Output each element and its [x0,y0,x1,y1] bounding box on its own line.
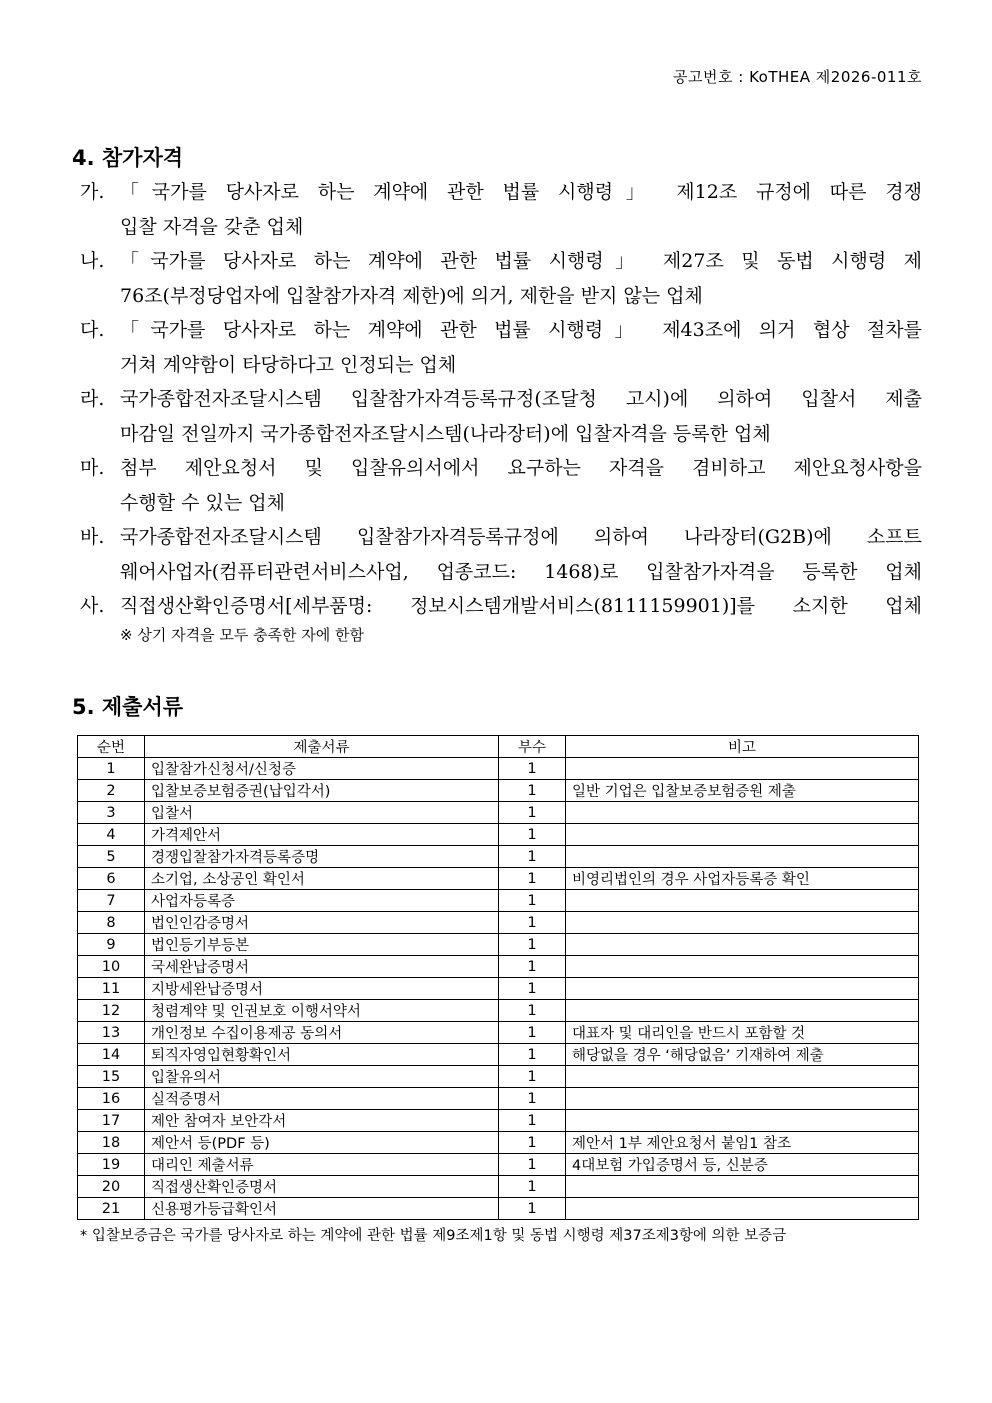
cell-no: 11 [78,978,145,1000]
cell-remarks [566,956,919,978]
cell-copies: 1 [499,1022,566,1044]
qualification-marker: 라. [80,388,105,410]
qualification-item [80,520,922,555]
qualification-text: 마감일 전일까지 국가종합전자조달시스템(나라장터)에 입찰자격을 등록한 업체 [120,422,771,445]
cell-copies: 1 [499,1000,566,1022]
cell-no: 19 [78,1154,145,1176]
qualification-text: 「국가를 당사자로 하는 계약에 관한 법률 시행령」 제43조에 의거 협상 절차를 [120,319,922,341]
cell-remarks [566,1088,919,1110]
cell-no: 10 [78,956,145,978]
cell-copies: 1 [499,890,566,912]
table-row [78,824,919,846]
cell-no: 21 [78,1198,145,1220]
qualification-item-continued [80,417,922,452]
cell-copies: 1 [499,1066,566,1088]
table-row [78,780,919,802]
cell-no: 6 [78,868,145,890]
notice-number: 공고번호 : KoTHEA 제2026-011호 [673,68,922,86]
cell-copies: 1 [499,802,566,824]
qualification-text: 「국가를 당사자로 하는 계약에 관한 법률 시행령」 제12조 규정에 따른 경쟁 [120,181,922,203]
cell-copies: 1 [499,1154,566,1176]
qualification-item-continued [80,279,922,314]
cell-copies: 1 [499,1088,566,1110]
cell-remarks [566,846,919,868]
qualification-item [80,451,922,486]
table-row [78,1154,919,1176]
cell-remarks: 4대보험 가입증명서 등, 신분증 [566,1154,919,1176]
qualification-item [80,175,922,210]
table-row [78,758,919,780]
cell-remarks: 제안서 1부 제안요청서 붙임1 참조 [566,1132,919,1154]
table-row [78,802,919,824]
table-row [78,868,919,890]
cell-document: 지방세완납증명서 [145,978,499,1000]
qualification-text: 거쳐 계약함이 타당하다고 인정되는 업체 [120,353,457,376]
documents-table [77,735,919,1220]
cell-copies: 1 [499,846,566,868]
qualification-list [80,175,922,646]
cell-document: 실적증명서 [145,1088,499,1110]
qualification-text: 웨어사업자(컴퓨터관련서비스사업, 업종코드: 1468)로 입찰참가자격을 등록한 업체 [120,560,922,583]
qualification-text: 입찰 자격을 갖춘 업체 [120,215,304,238]
table-row [78,846,919,868]
cell-document: 경쟁입찰참가자격등록증명 [145,846,499,868]
cell-copies: 1 [499,824,566,846]
section-4-title: 4. 참가자격 [72,146,184,170]
cell-remarks: 대표자 및 대리인을 반드시 포함할 것 [566,1022,919,1044]
table-row [78,1132,919,1154]
cell-remarks [566,1198,919,1220]
cell-remarks [566,978,919,1000]
cell-document: 제안서 등(PDF 등) [145,1132,499,1154]
qualification-text: 직접생산확인증명서[세부품명: 정보시스템개발서비스(8111159901)]를 소지한 업체 [120,595,922,617]
cell-copies: 1 [499,780,566,802]
table-row [78,912,919,934]
cell-no: 3 [78,802,145,824]
table-row [78,1022,919,1044]
cell-document: 직접생산확인증명서 [145,1176,499,1198]
cell-document: 국세완납증명서 [145,956,499,978]
cell-copies: 1 [499,978,566,1000]
qualification-text: 76조(부정당업자에 입찰참가자격 제한)에 의거, 제한을 받지 않는 업체 [120,284,703,307]
cell-no: 13 [78,1022,145,1044]
footnote: * 입찰보증금은 국가를 당사자로 하는 계약에 관한 법률 제9조제1항 및 동법 시행령 제37조제3항에 의한 보증금 [80,1228,787,1244]
cell-copies: 1 [499,1176,566,1198]
qualification-marker: 사. [80,595,105,617]
cell-document: 청렴계약 및 인권보호 이행서약서 [145,1000,499,1022]
table-row [78,1088,919,1110]
cell-no: 9 [78,934,145,956]
cell-remarks [566,934,919,956]
cell-copies: 1 [499,758,566,780]
cell-copies: 1 [499,934,566,956]
table-header-row [78,736,919,758]
cell-no: 5 [78,846,145,868]
qualification-text: 국가종합전자조달시스템 입찰참가자격등록규정에 의하여 나라장터(G2B)에 소프트 [120,526,922,548]
qualification-item [80,244,922,279]
cell-no: 2 [78,780,145,802]
section-5-title: 5. 제출서류 [72,695,184,719]
table-row [78,1000,919,1022]
table-row [78,1198,919,1220]
cell-document: 입찰보증보험증권(납입각서) [145,780,499,802]
cell-no: 14 [78,1044,145,1066]
qualification-text: 「국가를 당사자로 하는 계약에 관한 법률 시행령」 제27조 및 동법 시행령 제 [120,250,922,272]
cell-document: 법인인감증명서 [145,912,499,934]
table-row [78,1110,919,1132]
cell-remarks: 해당없을 경우 ‘해당없음’ 기재하여 제출 [566,1044,919,1066]
cell-no: 7 [78,890,145,912]
qualification-text: 첨부 제안요청서 및 입찰유의서에서 요구하는 자격을 겸비하고 제안요청사항을 [120,457,922,479]
cell-no: 20 [78,1176,145,1198]
cell-no: 18 [78,1132,145,1154]
cell-remarks [566,802,919,824]
cell-copies: 1 [499,912,566,934]
cell-remarks [566,824,919,846]
cell-document: 가격제안서 [145,824,499,846]
qualification-marker: 다. [80,319,105,341]
cell-remarks [566,758,919,780]
table-row [78,1066,919,1088]
column-header-document: 제출서류 [145,736,499,758]
cell-no: 16 [78,1088,145,1110]
cell-no: 8 [78,912,145,934]
qualification-text: 국가종합전자조달시스템 입찰참가자격등록규정(조달청 고시)에 의하여 입찰서 제출 [120,388,922,410]
qualification-note: ※ 상기 자격을 모두 충족한 자에 한함 [120,625,365,644]
table-row [78,956,919,978]
qualification-item-continued [80,555,922,590]
table-row [78,1176,919,1198]
qualification-text: 수행할 수 있는 업체 [120,491,285,514]
column-header-no: 순번 [78,736,145,758]
cell-document: 대리인 제출서류 [145,1154,499,1176]
qualification-marker: 나. [80,250,105,272]
cell-document: 소기업, 소상공인 확인서 [145,868,499,890]
cell-document: 퇴직자영입현황확인서 [145,1044,499,1066]
cell-copies: 1 [499,1132,566,1154]
cell-copies: 1 [499,1044,566,1066]
cell-document: 제안 참여자 보안각서 [145,1110,499,1132]
qualification-item [80,589,922,624]
cell-document: 사업자등록증 [145,890,499,912]
cell-remarks [566,912,919,934]
cell-copies: 1 [499,1110,566,1132]
table-row [78,978,919,1000]
cell-copies: 1 [499,1198,566,1220]
table-row [78,1044,919,1066]
cell-document: 법인등기부등본 [145,934,499,956]
qualification-marker: 바. [80,526,105,548]
cell-no: 12 [78,1000,145,1022]
qualification-item [80,382,922,417]
cell-no: 1 [78,758,145,780]
cell-remarks: 비영리법인의 경우 사업자등록증 확인 [566,868,919,890]
column-header-copies: 부수 [499,736,566,758]
cell-document: 개인정보 수집이용제공 동의서 [145,1022,499,1044]
cell-no: 4 [78,824,145,846]
cell-document: 입찰서 [145,802,499,824]
cell-no: 17 [78,1110,145,1132]
cell-no: 15 [78,1066,145,1088]
qualification-item-continued [80,210,922,245]
qualification-item [80,313,922,348]
cell-copies: 1 [499,956,566,978]
qualification-item-continued [80,348,922,383]
cell-remarks [566,890,919,912]
qualification-marker: 마. [80,457,105,479]
table-row [78,890,919,912]
table-row [78,934,919,956]
column-header-remarks: 비고 [566,736,919,758]
cell-remarks [566,1000,919,1022]
cell-remarks [566,1110,919,1132]
cell-document: 신용평가등급확인서 [145,1198,499,1220]
cell-copies: 1 [499,868,566,890]
cell-remarks: 일반 기업은 입찰보증보험증원 제출 [566,780,919,802]
qualification-marker: 가. [80,181,105,203]
cell-document: 입찰참가신청서/신청증 [145,758,499,780]
cell-remarks [566,1176,919,1198]
cell-remarks [566,1066,919,1088]
cell-document: 입찰유의서 [145,1066,499,1088]
qualification-item-continued [80,486,922,521]
